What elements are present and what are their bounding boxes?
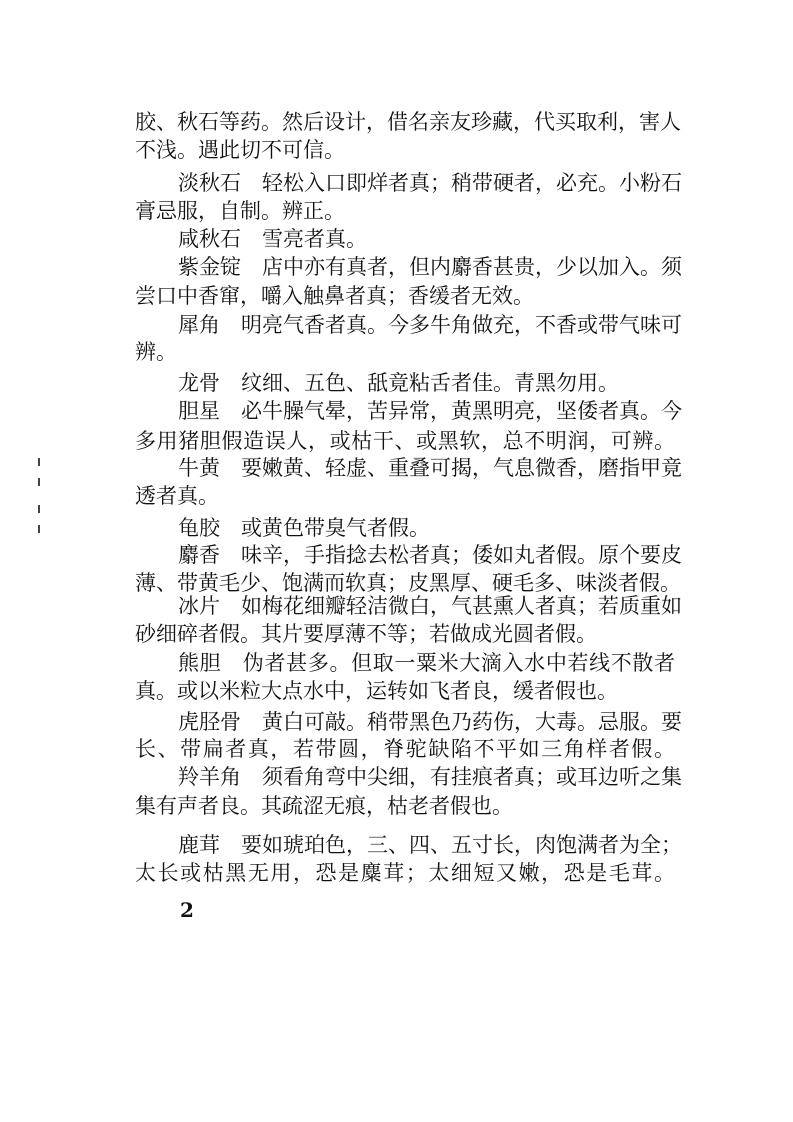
entry-heading-line: 龟胶 或黄色带臭气者假。 [178, 516, 430, 540]
entry-heading-line: 冰片 如梅花细瓣轻洁微白，气甚熏人者真；若质重如 [178, 594, 682, 618]
text-line: 不浅。遇此切不可信。 [135, 138, 345, 162]
text-line: 多用猪胆假造误人，或枯干、或黑软，总不明润，可辨。 [135, 429, 675, 453]
entry-heading-line: 胆星 必牛臊气晕，苦异常，黄黑明亮，坚倭者真。今 [178, 399, 682, 423]
entry-heading-line: 虎胫骨 黄白可敲。稍带黑色乃药伤，大毒。忌服。要 [178, 710, 682, 734]
text-line: 砂细碎者假。其片要厚薄不等；若做成光圆者假。 [135, 622, 597, 646]
entry-heading-line: 咸秋石 雪亮者真。 [178, 227, 367, 251]
entry-heading-line: 牛黄 要嫩黄、轻虚、重叠可揭，气息微香，磨指甲竟 [178, 456, 682, 480]
entry-heading-line: 羚羊角 须看角弯中尖细，有挂痕者真；或耳边听之集 [178, 765, 682, 789]
scan-speck [38, 458, 40, 466]
entry-heading-line: 犀角 明亮气香者真。今多牛角做充，不香或带气味可 [178, 313, 682, 337]
scan-speck [38, 478, 40, 486]
entry-heading-line: 熊胆 伪者甚多。但取一粟米大滴入水中若线不散者 [178, 651, 675, 675]
entry-heading-line: 淡秋石 轻松入口即烊者真；稍带硬者，必充。小粉石 [178, 171, 682, 195]
text-line: 尝口中香窜，嚼入触鼻者真；香缓者无效。 [135, 284, 534, 308]
scan-speck [38, 505, 40, 513]
entry-heading-line: 鹿茸 要如琥珀色，三、四、五寸长，肉饱满者为全； [178, 833, 682, 857]
entry-heading-line: 麝香 味辛，手指捻去松者真；倭如丸者假。原个要皮 [178, 543, 682, 567]
scan-speck [38, 525, 40, 533]
text-line: 太长或枯黑无用，恐是麋茸；太细短又嫩，恐是毛茸。 [135, 861, 675, 885]
entry-heading-line: 紫金锭 店中亦有真者，但内麝香甚贵，少以加入。须 [178, 255, 682, 279]
text-line: 薄、带黄毛少、饱满而软真；皮黑厚、硬毛多、味淡者假。 [135, 571, 681, 595]
text-line: 透者真。 [135, 484, 219, 508]
text-line: 集有声者良。其疏涩无痕，枯老者假也。 [135, 794, 513, 818]
text-line: 膏忌服，自制。辨正。 [135, 199, 345, 223]
text-line: 胶、秋石等药。然后设计，借名亲友珍藏，代买取利，害人 [135, 110, 681, 134]
text-line: 真。或以米粒大点水中，运转如飞者良，缓者假也。 [135, 679, 618, 703]
text-line: 长、带扁者真，若带圆，脊驼缺陷不平如三角样者假。 [135, 737, 675, 761]
page-number: 2 [180, 898, 194, 922]
text-line: 辨。 [135, 340, 177, 364]
entry-heading-line: 龙骨 纹细、五色、舐竟粘舌者佳。青黑勿用。 [178, 371, 619, 395]
